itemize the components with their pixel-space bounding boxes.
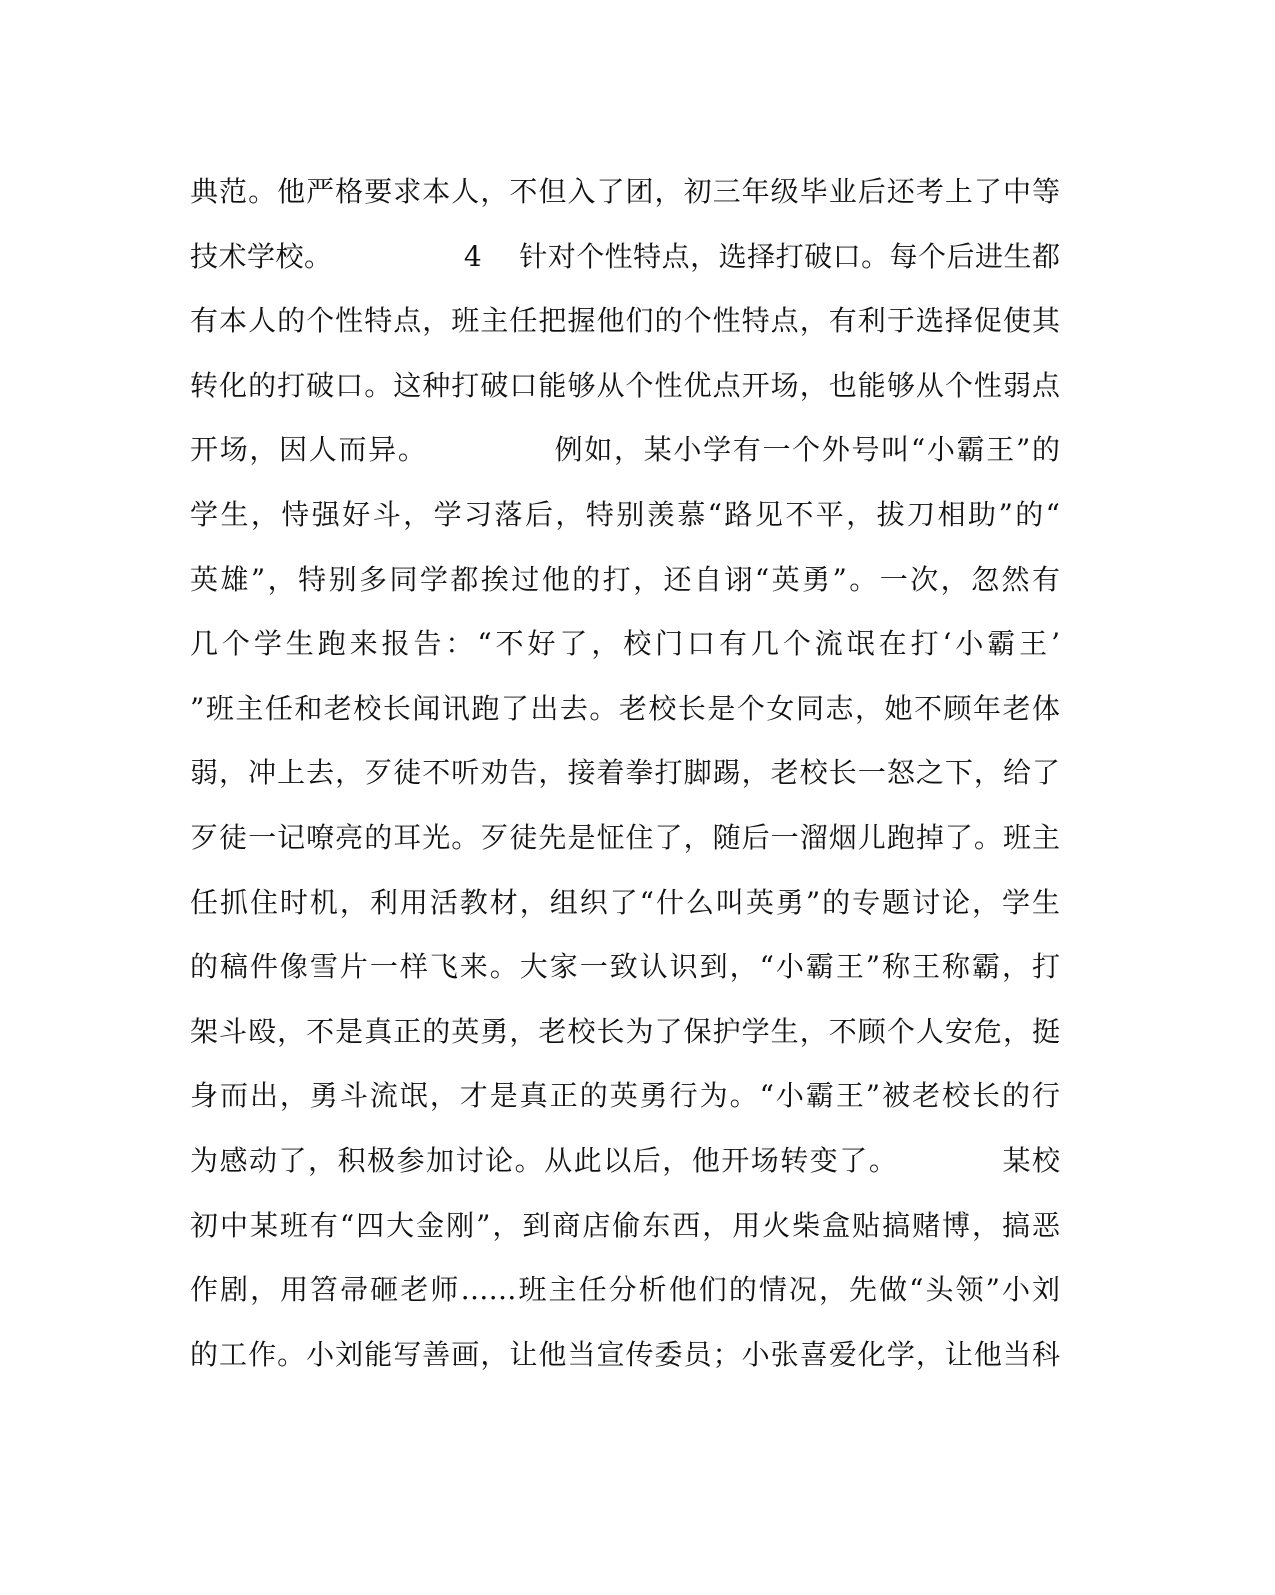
- text-line: 歹徒一记嘹亮的耳光。歹徒先是怔住了，随后一溜烟儿跑掉了。班主: [190, 820, 1060, 854]
- text-line: 有本人的个性特点，班主任把握他们的个性特点，有利于选择促使其: [190, 304, 1060, 338]
- text-line: 弱，冲上去，歹徒不听劝告，接着拳打脚踢，老校长一怒之下，给了: [190, 756, 1060, 790]
- text-line: 学生，恃强好斗，学习落后，特别羡慕“路见不平，拔刀相助”的“: [190, 497, 1060, 531]
- text-line: 初中某班有“四大金刚”，到商店偷东西，用火柴盒贴搞赌博，搞恶: [190, 1208, 1060, 1242]
- text-line: 的稿件像雪片一样飞来。大家一致认识到，“小霸王”称王称霸，打: [190, 950, 1060, 984]
- text-line: 英雄”，特别多同学都挨过他的打，还自诩“英勇”。一次，忽然有: [190, 562, 1060, 596]
- text-line: 开场，因人而异。 例如，某小学有一个外号叫“小霸王”的: [190, 433, 1060, 467]
- text-line: 几个学生跑来报告：“不好了，校门口有几个流氓在打‘小霸王’: [190, 627, 1060, 661]
- text-line: 为感动了，积极参加讨论。从此以后，他开场转变了。 某校: [190, 1143, 1060, 1177]
- text-line: 的工作。小刘能写善画，让他当宣传委员；小张喜爱化学，让他当科: [190, 1337, 1060, 1371]
- text-line: ”班主任和老校长闻讯跑了出去。老校长是个女同志，她不顾年老体: [190, 691, 1060, 725]
- text-line: 作剧，用笤帚砸老师……班主任分析他们的情况，先做“头领”小刘: [190, 1273, 1060, 1307]
- body-text: [190, 160, 1060, 1387]
- text-line: 身而出，勇斗流氓，才是真正的英勇行为。“小霸王”被老校长的行: [190, 1079, 1060, 1113]
- text-line: 技术学校。 4 针对个性特点，选择打破口。每个后进生都: [190, 239, 1060, 273]
- text-line: 任抓住时机，利用活教材，组织了“什么叫英勇”的专题讨论，学生: [190, 885, 1060, 919]
- text-line: 典范。他严格要求本人，不但入了团，初三年级毕业后还考上了中等: [190, 175, 1060, 208]
- text-line: 转化的打破口。这种打破口能够从个性优点开场，也能够从个性弱点: [190, 368, 1060, 402]
- text-line: 架斗殴，不是真正的英勇，老校长为了保护学生，不顾个人安危，挺: [190, 1014, 1060, 1048]
